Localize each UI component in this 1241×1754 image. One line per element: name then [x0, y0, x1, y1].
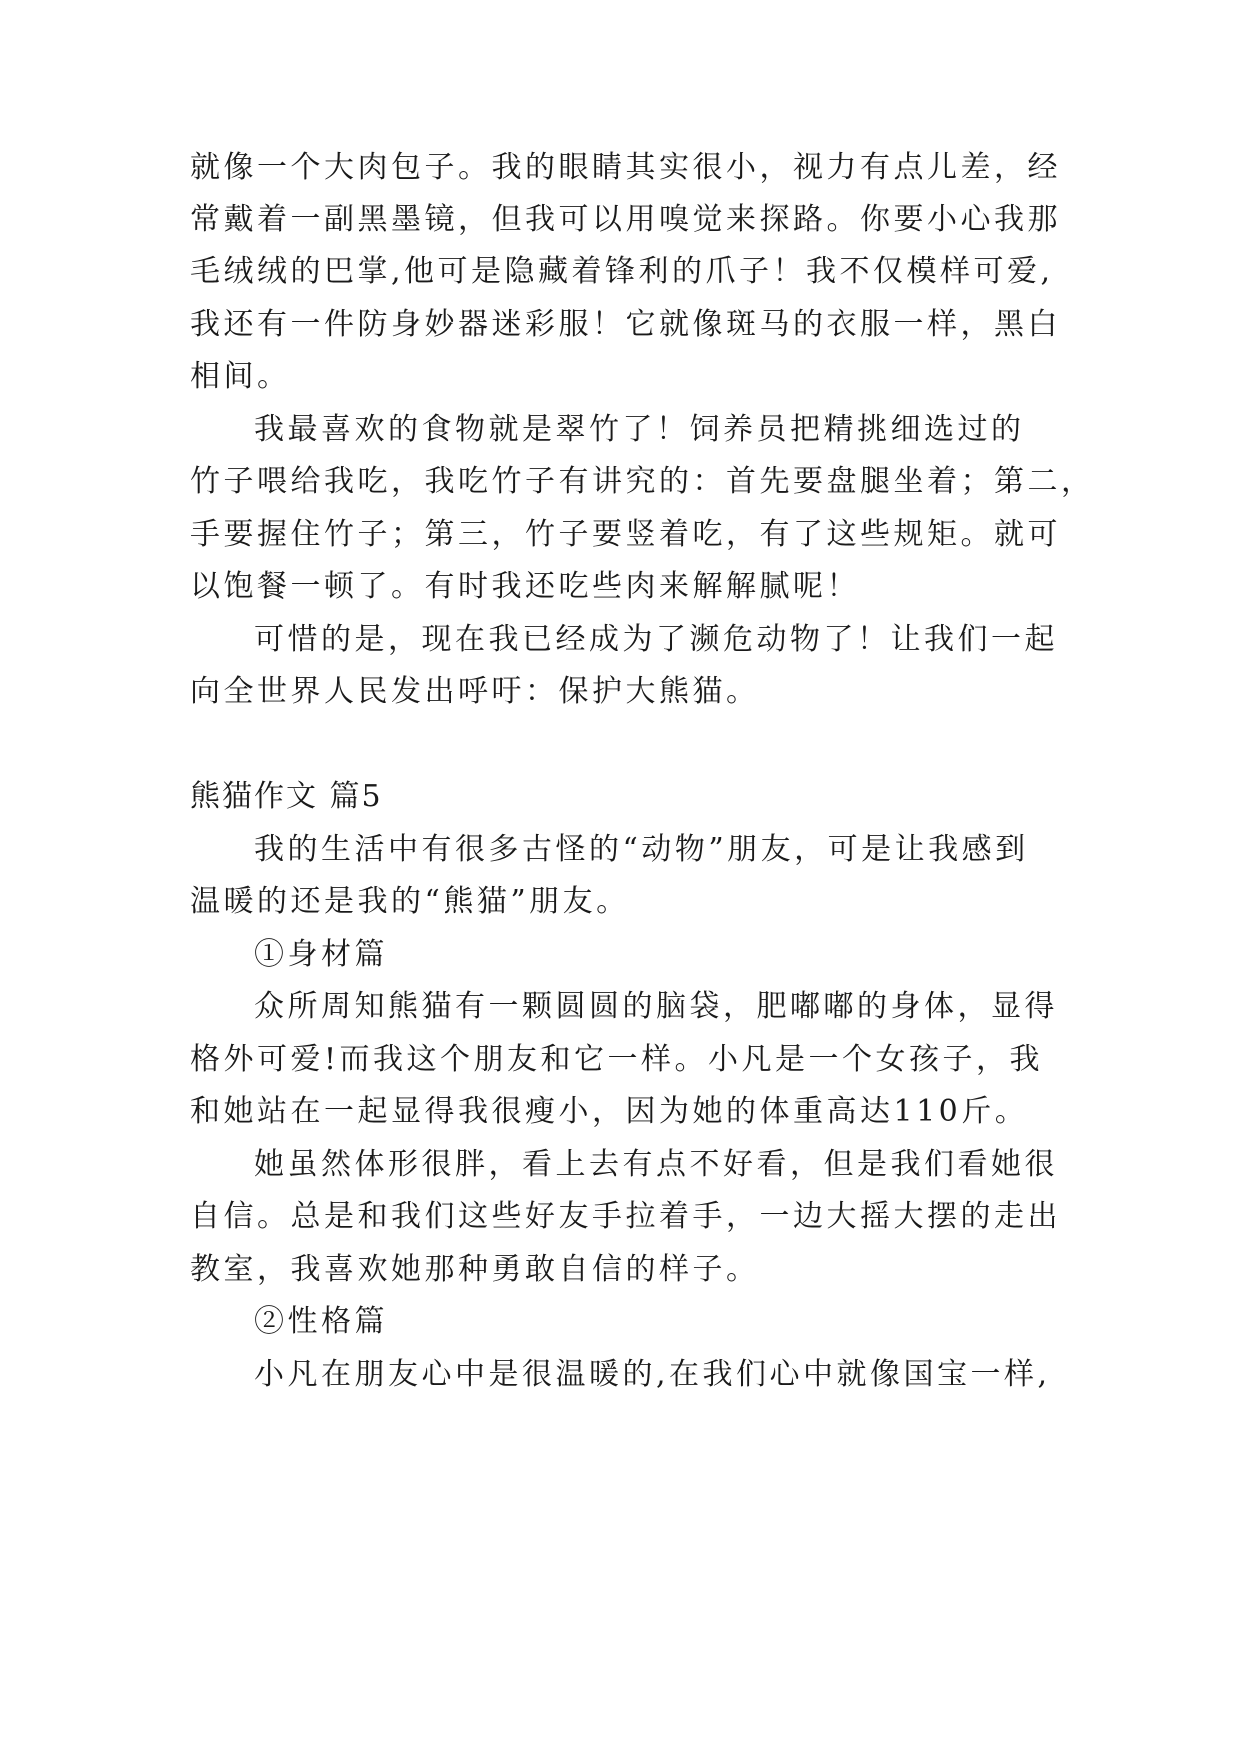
paragraph-line: 可惜的是，现在我已经成为了濒危动物了！让我们一起: [254, 622, 1058, 657]
paragraph-line: 教室，我喜欢她那种勇敢自信的样子。: [190, 1252, 760, 1287]
paragraph-line: 温暖的还是我的“熊猫”朋友。: [190, 884, 630, 919]
paragraph-line: 相间。: [190, 359, 291, 394]
paragraph-line: 我的生活中有很多古怪的“动物”朋友，可是让我感到: [254, 832, 1029, 867]
paragraph-line: 我还有一件防身妙器迷彩服！它就像斑马的衣服一样，黑白: [190, 307, 1061, 342]
paragraph-line: 竹子喂给我吃，我吃竹子有讲究的：首先要盘腿坐着；第二，: [190, 464, 1095, 499]
paragraph-line: 常戴着一副黑墨镜，但我可以用嗅觉来探路。你要小心我那: [190, 202, 1061, 237]
paragraph-line: 她虽然体形很胖，看上去有点不好看，但是我们看她很: [254, 1147, 1058, 1182]
paragraph-line: 和她站在一起显得我很瘦小，因为她的体重高达110斤。: [190, 1094, 1029, 1129]
paragraph-line: 我最喜欢的食物就是翠竹了！饲养员把精挑细选过的: [254, 412, 1025, 447]
paragraph-line: 毛绒绒的巴掌,他可是隐藏着锋利的爪子！我不仅模样可爱,: [190, 254, 1054, 289]
subheading: ①身材篇: [254, 937, 388, 972]
paragraph-line: 小凡在朋友心中是很温暖的,在我们心中就像国宝一样,: [254, 1357, 1051, 1392]
subheading: ②性格篇: [254, 1304, 388, 1339]
paragraph-line: 就像一个大肉包子。我的眼睛其实很小，视力有点儿差，经: [190, 150, 1061, 185]
paragraph-line: 格外可爱!而我这个朋友和它一样。小凡是一个女孩子，我: [190, 1042, 1044, 1077]
paragraph-line: 众所周知熊猫有一颗圆圆的脑袋，肥嘟嘟的身体，显得: [254, 989, 1058, 1024]
paragraph-line: 手要握住竹子；第三，竹子要竖着吃，有了这些规矩。就可: [190, 517, 1061, 552]
paragraph-line: 以饱餐一顿了。有时我还吃些肉来解解腻呢！: [190, 569, 860, 604]
document-page: [190, 0, 1095, 1754]
paragraph-line: 自信。总是和我们这些好友手拉着手，一边大摇大摆的走出: [190, 1199, 1061, 1234]
paragraph-line: 向全世界人民发出呼吁：保护大熊猫。: [190, 674, 760, 709]
essay-heading: 熊猫作文 篇5: [190, 779, 383, 814]
